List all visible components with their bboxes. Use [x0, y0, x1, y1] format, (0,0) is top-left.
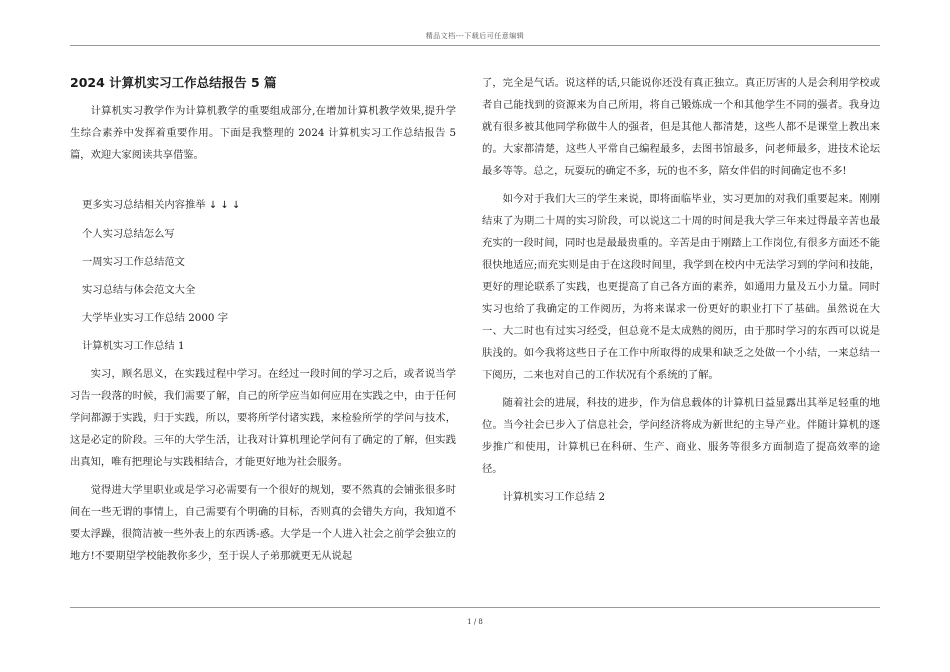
document-title: 2024 计算机实习工作总结报告 5 篇	[70, 75, 277, 90]
header-divider	[70, 45, 880, 46]
body-paragraph: 随着社会的进展，科技的进步，作为信息载体的计算机日益显露出其举足轻重的地位。当今社会已步入了信息社会，学问经济将成为新世纪的主导产业。伴随计算机的逐步推广和使用，计算机已在科研、生产、商业、服务等很多方面制造了提高效率的途径。	[482, 397, 880, 475]
related-link[interactable]: 一周实习工作总结范文	[82, 256, 185, 268]
related-links-list	[70, 194, 456, 357]
spacer	[70, 172, 456, 194]
section-heading: 计算机实习工作总结 1	[82, 340, 185, 352]
header-note: 精品文档---下载后可任意编辑	[425, 32, 525, 40]
body-paragraph: 如今对于我们大三的学生来说，即将面临毕业，实习更加的对我们重要起来。刚刚结束了为期二十周的实习阶段，可以说这二十周的时间是我大学三年来过得最辛苦也最充实的一段时间，同时也是最最贵重的。辛苦是由于刚踏上工作岗位,有很多方面还不能很快地适应;而充实则是由于在这段时间里，我学到在校内中无法学习到的学问和技能，更好的理论联系了实践，也更提高了自己各方面的素养，如通用力量及五小力量。同时实习也给了我确定的工作阅历，为将来谋求一份更好的职业打下了基础。虽然说在大一、大二时也有过实习经受，但总竟不是太成熟的阅历，由于那时学习的东西可以说是肤浅的。如今我将这些日子在工作中所取得的成果和缺乏之处做一个小结，一来总结一下阅历，二来也对自己的工作状况有个系统的了解。	[482, 193, 880, 381]
footer-divider	[70, 607, 880, 608]
more-label-text: 更多实习总结相关内容推举	[82, 199, 206, 211]
related-link[interactable]: 大学毕业实习工作总结 2000 字	[82, 312, 229, 324]
related-link[interactable]: 个人实习总结怎么写	[82, 228, 175, 240]
more-content-label	[70, 194, 456, 217]
body-paragraph: 觉得进大学里职业或是学习必需要有一个很好的规划，要不然真的会铺张很多时间在一些无谓的事情上，自己需要有个明确的目标，否则真的会错失方向，我知道不要太浮躁，很简洁被一些外表上的东西诱-惑。大学是一个人进入社会之前学会独立的地方!不要期望学校能教你多少，至于误人子弟那就更无从说起	[70, 484, 456, 562]
intro-paragraph: 计算机实习教学作为计算机教学的重要组成部分,在增加计算机教学效果,提升学生综合素养中发挥着重要作用。下面是我整理的 2024 计算机实习工作总结报告 5 篇，欢迎大家阅读共享借鉴。	[70, 105, 456, 161]
body-paragraph-continued: 了，完全是气话。说这样的话,只能说你还没有真正独立。真正厉害的人是会利用学校或者自己能找到的资源来为自己所用，将自己锻炼成一个和其他学生不同的强者。我身边就有很多被其他同学称做牛人的强者，但是其他人都清楚，这些人都不是课堂上教出来的。大家都清楚，这些人平常自己编程最多，去图书馆最多，问老师最多，进技术论坛最多等等。总之，玩耍玩的确定不多，玩的也不多，陪女伴侣的时间确定也不多!	[482, 77, 880, 177]
related-link[interactable]: 实习总结与体会范文大全	[82, 284, 196, 296]
right-column	[482, 72, 880, 514]
page-number: 1 / 8	[467, 618, 483, 626]
body-paragraph: 实习，顾名思义，在实践过程中学习。在经过一段时间的学习之后，或者说当学习告一段落的时候，我们需要了解，自己的所学应当如何应用在实践之中，由于任何学问都源于实践，归于实践，所以，要将所学付诸实践，来检验所学的学问与技术，这是必定的阶段。三年的大学生活，让我对计算机理论学问有了确定的了解，但实践出真知，唯有把理论与实践相结合，才能更好地为社会服务。	[70, 368, 456, 468]
left-column	[70, 72, 456, 573]
down-arrows-icon: ↓ ↓ ↓	[208, 200, 241, 211]
section-heading: 计算机实习工作总结 2	[502, 491, 606, 503]
